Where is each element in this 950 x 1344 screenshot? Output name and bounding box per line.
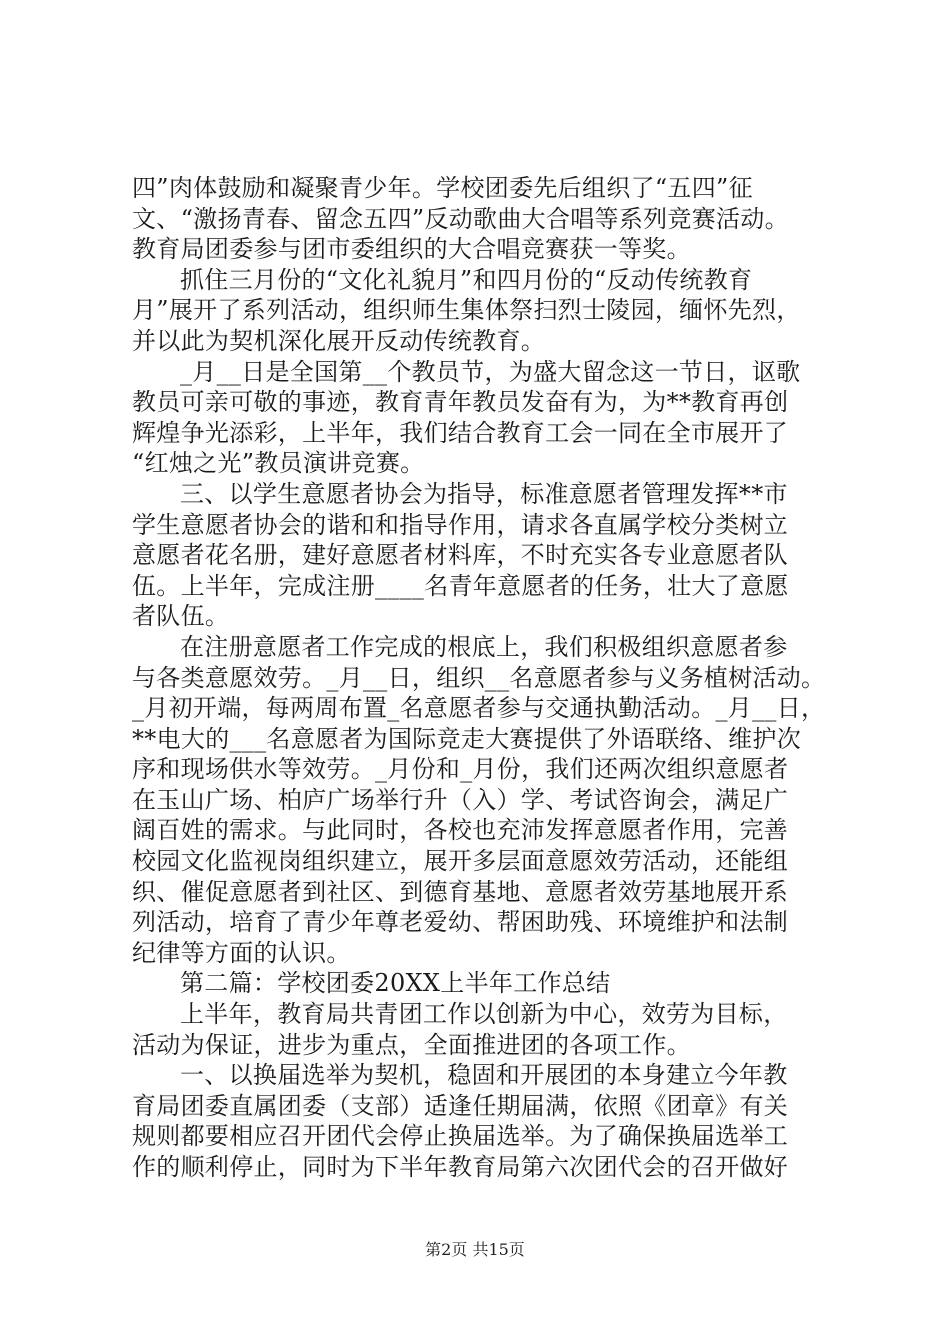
- text-line: “红烛之光”教员演讲竞赛。: [132, 449, 425, 478]
- text-line: 者队伍。: [132, 602, 230, 631]
- text-line: 作的顺利停止，同时为下半年教育局第六次团代会的召开做好: [132, 1153, 789, 1181]
- text-line: 教育局团委参与团市委组织的大合唱竞赛获一等奖。: [132, 235, 691, 264]
- text-line: 在注册意愿者工作完成的根底上，我们积极组织意愿者参: [180, 632, 788, 661]
- page-footer: 第2页 共15页: [425, 1240, 525, 1259]
- text-line: _月初开端，每两周布置_名意愿者参与交通执勤活动。_月__日，: [132, 694, 826, 723]
- text-line: 抓住三月份的“文化礼貌月”和四月份的“反动传统教育: [180, 265, 753, 294]
- text-line: 活动为保证，进步为重点，全面推进团的各项工作。: [132, 1030, 691, 1059]
- text-line: 序和现场供水等效劳。_月份和_月份，我们还两次组织意愿者: [132, 755, 789, 784]
- text-line: 列活动，培育了青少年尊老爱幼、帮困助残、环境维护和法制: [132, 908, 789, 937]
- text-line: 文、“激扬青春、留念五四”反动歌曲大合唱等系列竞赛活动。: [132, 204, 789, 233]
- text-line: 在玉山广场、柏庐广场举行升（入）学、考试咨询会，满足广: [132, 785, 789, 814]
- text-line: 三、以学生意愿者协会为指导，标准意愿者管理发挥**市: [180, 479, 788, 508]
- text-line: 一、以换届选举为契机，稳固和开展团的本身建立今年教: [180, 1061, 788, 1090]
- text-line: 月”展开了系列活动，组织师生集体祭扫烈士陵园，缅怀先烈，: [132, 296, 801, 325]
- text-line: 阔百姓的需求。与此同时，各校也充沛发挥意愿者作用，完善: [132, 816, 789, 845]
- text-line: 四”肉体鼓励和凝聚青少年。学校团委先后组织了“五四”征: [132, 174, 753, 202]
- text-line: 与各类意愿效劳。_月__日，组织__名意愿者参与义务植树活动。: [132, 663, 826, 692]
- text-line: 规则都要相应召开团代会停止换届选举。为了确保换届选举工: [132, 1122, 789, 1151]
- text-line: 育局团委直属团委（支部）适逢任期届满，依照《团章》有关: [132, 1091, 789, 1120]
- text-line: 辉煌争光添彩，上半年，我们结合教育工会一同在全市展开了: [132, 418, 789, 447]
- text-line: 伍。上半年，完成注册____名青年意愿者的任务，壮大了意愿: [132, 571, 789, 600]
- text-line: _月__日是全国第__个教员节，为盛大留念这一节日，讴歌: [180, 357, 801, 386]
- text-line: 第二篇：学校团委20XX上半年工作总结: [180, 969, 611, 998]
- text-line: 上半年，教育局共青团工作以创新为中心，效劳为目标，: [180, 1000, 788, 1029]
- document-body: [132, 173, 826, 1183]
- text-line: 校园文化监视岗组织建立，展开多层面意愿效劳活动，还能组: [132, 847, 789, 876]
- text-line: **电大的___名意愿者为国际竞走大赛提供了外语联络、维护次: [132, 724, 801, 753]
- text-line: 织、催促意愿者到社区、到德育基地、意愿者效劳基地展开系: [132, 877, 789, 906]
- text-line: 并以此为契机深化展开反动传统教育。: [132, 326, 546, 355]
- text-line: 教员可亲可敬的事迹，教育青年教员发奋有为，为**教育再创: [132, 388, 789, 417]
- text-line: 意愿者花名册，建好意愿者材料库，不时充实各专业意愿者队: [132, 541, 789, 570]
- text-line: 学生意愿者协会的谐和和指导作用，请求各直属学校分类树立: [132, 510, 789, 539]
- text-line: 纪律等方面的认识。: [132, 938, 351, 967]
